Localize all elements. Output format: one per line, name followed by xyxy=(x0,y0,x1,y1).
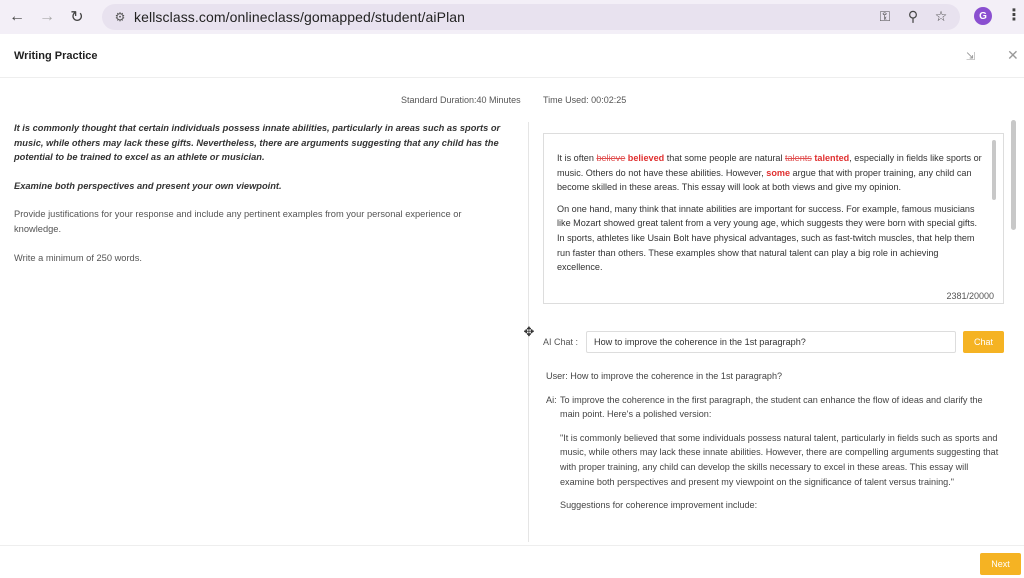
essay-scrollbar[interactable] xyxy=(992,140,996,200)
bookmark-star-icon[interactable]: ☆ xyxy=(934,8,948,24)
time-used: Time Used: 00:02:25 xyxy=(543,95,627,105)
page-header xyxy=(0,36,1024,78)
corrected-word: some xyxy=(766,167,791,178)
site-settings-icon[interactable]: ⚙ xyxy=(114,10,126,24)
ai-chat-input[interactable] xyxy=(586,331,956,353)
ai-quote: "It is commonly believed that some individuals possess natural talent, particularly in fields such as sports and music, while others may lack these innate abilities. However, there are compelling arguments suggesting that with proper training, any child can develop the skills necessary to excel in these areas. This essay will examine both perspectives and present my viewpoint on the significance of talent versus training." xyxy=(560,432,999,487)
next-button[interactable]: Next xyxy=(980,553,1021,575)
password-key-icon[interactable]: ⚿ xyxy=(879,8,891,24)
address-bar[interactable] xyxy=(102,4,960,30)
corrected-word: believed xyxy=(627,153,665,163)
ai-message xyxy=(546,393,1001,522)
prompt-statement: It is commonly thought that certain individuals possess innate abilities, particularly in areas such as sports or music, while others may lack these gifts. Nevertheless, there are arguments suggesting that any child has the potential to be trained to excel as an athlete or musician. xyxy=(14,123,501,163)
ai-suggestions: Suggestions for coherence improvement include: xyxy=(560,500,758,511)
page-title: Writing Practice xyxy=(14,50,98,62)
essay-text[interactable] xyxy=(557,151,982,283)
prompt-task: Examine both perspectives and present your own viewpoint. xyxy=(14,180,282,191)
chat-button[interactable]: Chat xyxy=(963,331,1004,353)
chat-history[interactable] xyxy=(546,369,1001,543)
ai-chat-label: AI Chat : xyxy=(543,337,579,347)
deleted-word: talents xyxy=(785,153,812,163)
user-message: User: How to improve the coherence in the 1st paragraph? xyxy=(546,371,783,381)
deleted-word: believe xyxy=(596,153,626,163)
browser-menu-icon[interactable]: ⋮ xyxy=(1006,7,1022,24)
zoom-icon[interactable]: ⚲ xyxy=(907,8,919,24)
resize-handle-icon[interactable]: ✥ xyxy=(523,324,535,339)
standard-duration: Standard Duration:40 Minutes xyxy=(401,95,521,105)
prompt-minimum: Write a minimum of 250 words. xyxy=(14,252,142,263)
essay-paragraph: On one hand, many think that innate abilities are important for success. For example, famous musicians like Mozart showed great talent from a very young age, which suggests they were born with special gifts. In sports, athletes like Usain Bolt have physical advantages, such as fast-twitch muscles, that help them run faster than others. These examples show that natural talent can play a big role in achieving excellence. xyxy=(557,203,978,273)
page-scrollbar[interactable] xyxy=(1011,120,1016,230)
corrected-word: talented xyxy=(814,153,850,163)
writing-prompt xyxy=(14,121,510,279)
browser-toolbar xyxy=(0,0,1024,34)
prompt-instruction: Provide justifications for your response and include any pertinent examples from your personal experience or knowledge. xyxy=(14,209,462,234)
word-count: 2381/20000 xyxy=(946,291,994,301)
collapse-icon[interactable]: ⇲ xyxy=(966,51,976,63)
url-text[interactable]: kellsclass.com/onlineclass/gomapped/student/aiPlan xyxy=(134,9,466,25)
ai-intro: To improve the coherence in the first paragraph, the student can enhance the flow of ideas and clarify the main point. Here's a polished version: xyxy=(560,394,983,420)
essay-editor[interactable] xyxy=(543,133,1004,304)
arrow-right-icon[interactable]: → xyxy=(39,8,55,25)
profile-avatar[interactable]: G xyxy=(974,7,992,25)
arrow-left-icon[interactable]: ← xyxy=(9,8,25,25)
ai-prefix: Ai: xyxy=(546,394,557,405)
close-icon[interactable]: ✕ xyxy=(1007,47,1019,63)
essay-paragraph: It is often believe believed that some people are natural talents talented, especially in fields like sports or music. Others do not have these abilities. However, some argue that with proper training, any child can become skilled in these areas. This essay will look at both views and give my opinion. xyxy=(557,153,982,193)
reload-icon[interactable]: ↻ xyxy=(70,9,84,26)
footer-divider xyxy=(0,545,1024,546)
